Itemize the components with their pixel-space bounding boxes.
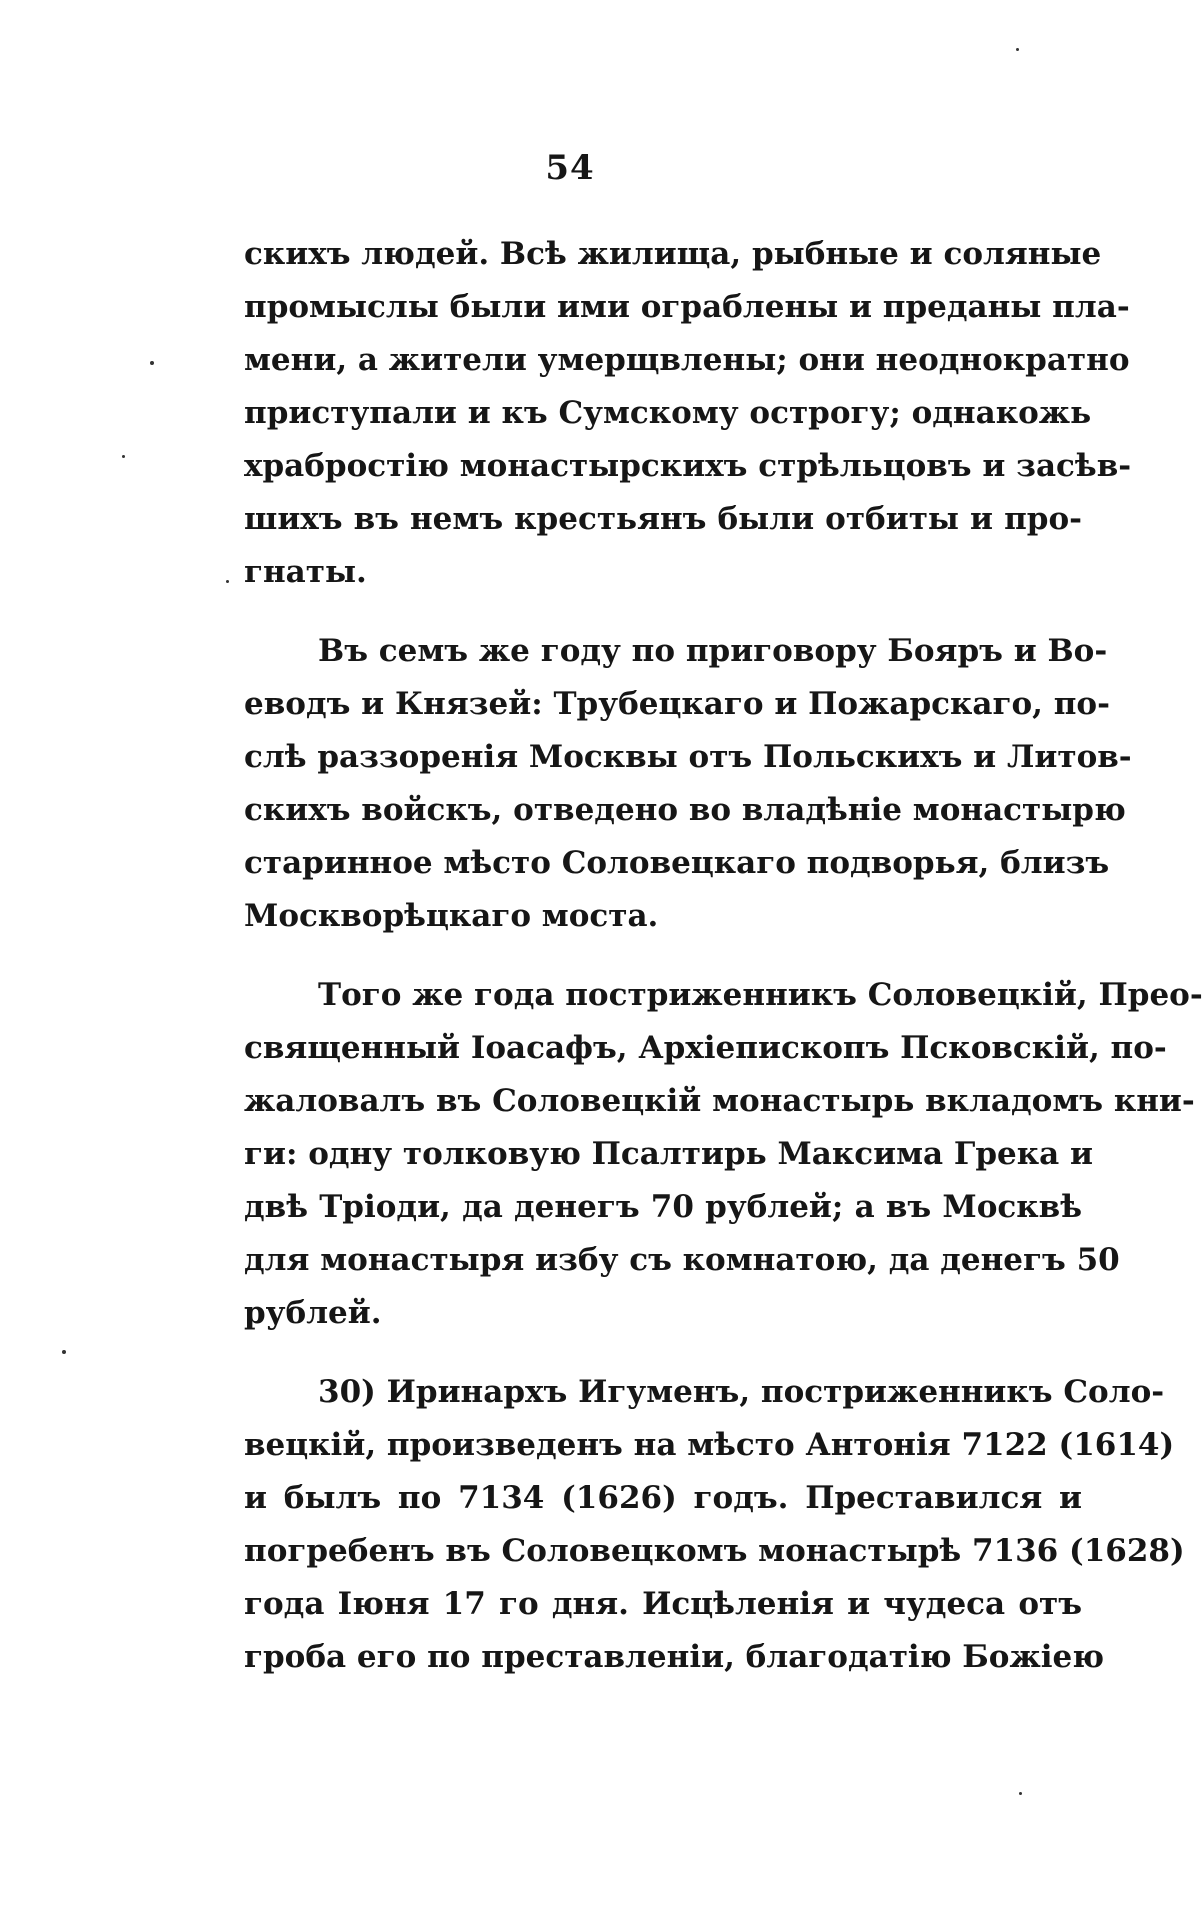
scan-speck — [1019, 1792, 1022, 1795]
paragraph-gap — [244, 943, 1082, 969]
scan-speck — [150, 361, 154, 365]
text-line: храбростію монастырскихъ стрѣльцовъ и засѣв- — [244, 448, 1132, 484]
text-line: двѣ Тріоди, да денегъ 70 рублей; а въ Москвѣ — [244, 1189, 1082, 1225]
text-line: Москворѣцкаго моста. — [244, 898, 659, 934]
text-line: скихъ людей. Всѣ жилища, рыбные и соляные — [244, 236, 1102, 272]
scan-speck — [122, 455, 125, 458]
text-line: скихъ войскъ, отведено во владѣніе монастырю — [244, 792, 1126, 828]
text-line: рублей. — [244, 1295, 382, 1331]
text-line: жаловалъ въ Соловецкій монастырь вкладомъ кни- — [244, 1083, 1195, 1119]
scan-speck — [62, 1350, 66, 1354]
text-line: 30) Иринархъ Игуменъ, постриженникъ Соло- — [318, 1374, 1165, 1410]
paragraph-gap — [244, 599, 1082, 625]
text-line: ги: одну толковую Псалтирь Максима Грека и — [244, 1136, 1093, 1172]
text-line: года Іюня 17 го дня. Исцѣленія и чудеса отъ — [244, 1586, 1082, 1622]
text-line: Въ семъ же году по приговору Бояръ и Во- — [318, 633, 1108, 669]
text-line: и былъ по 7134 (1626) годъ. Преставился и — [244, 1480, 1082, 1516]
text-line: промыслы были ими ограблены и преданы пла- — [244, 289, 1130, 325]
text-line: еводъ и Князей: Трубецкаго и Пожарскаго, по- — [244, 686, 1110, 722]
text-line: старинное мѣсто Соловецкаго подворья, близъ — [244, 845, 1110, 881]
paragraph-2 — [244, 625, 1132, 943]
paragraph-1 — [244, 228, 1132, 599]
text-line: Того же года постриженникъ Соловецкій, Прео- — [318, 977, 1203, 1013]
text-line: для монастыря избу съ комнатою, да денегъ 50 — [244, 1242, 1120, 1278]
paragraph-gap — [244, 1340, 1082, 1366]
text-line: гроба его по преставленіи, благодатію Божіею — [244, 1639, 1105, 1675]
paragraph-4 — [244, 1366, 1185, 1684]
page-number: 54 — [545, 148, 595, 188]
body-text — [244, 228, 1203, 1684]
paragraph-3 — [244, 969, 1203, 1340]
text-line: мени, а жители умерщвлены; они неоднократно — [244, 342, 1130, 378]
text-line: гнаты. — [244, 554, 367, 590]
text-line: священный Іоасафъ, Архіепископъ Псковскій, по- — [244, 1030, 1167, 1066]
text-line: погребенъ въ Соловецкомъ монастырѣ 7136 (1628) — [244, 1533, 1185, 1569]
text-line: вецкій, произведенъ на мѣсто Антонія 7122 (1614) — [244, 1427, 1175, 1463]
text-line: приступали и къ Сумскому острогу; однакожь — [244, 395, 1092, 431]
scan-speck — [226, 580, 229, 583]
text-line: слѣ раззоренія Москвы отъ Польскихъ и Литов- — [244, 739, 1132, 775]
scan-speck — [1016, 48, 1019, 51]
text-line: шихъ въ немъ крестьянъ были отбиты и про- — [244, 501, 1082, 537]
